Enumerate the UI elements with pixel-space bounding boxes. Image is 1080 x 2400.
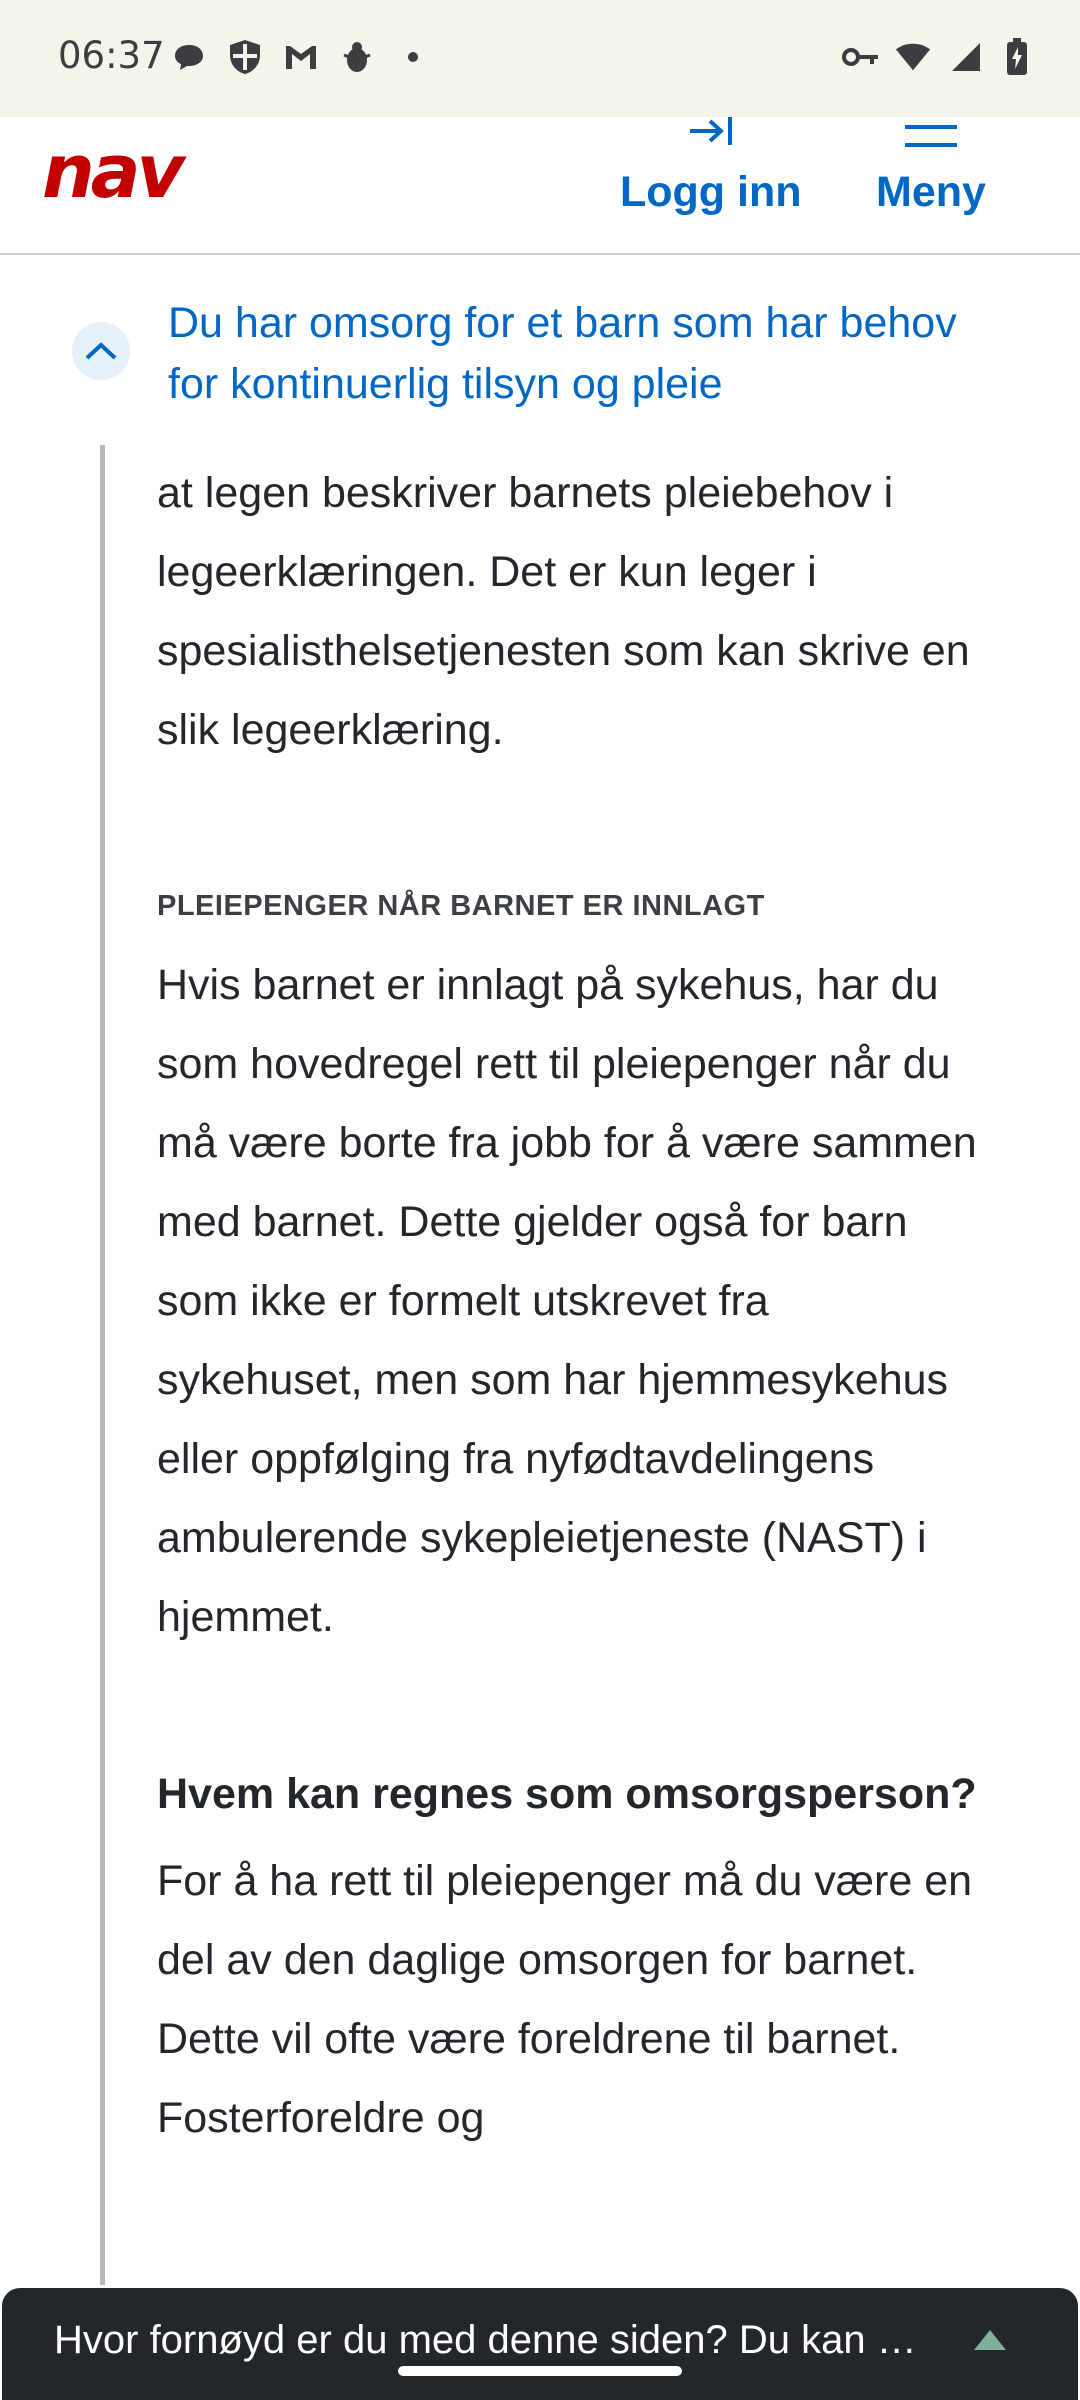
signal-icon bbox=[946, 38, 984, 76]
menu-button[interactable] bbox=[876, 117, 986, 217]
gesture-handle[interactable] bbox=[398, 2366, 682, 2376]
expand-up-icon[interactable] bbox=[972, 2328, 1008, 2357]
chevron-up-icon[interactable] bbox=[72, 322, 130, 380]
feedback-text[interactable]: Hvor fornøyd er du med denne siden? Du kan … bbox=[54, 2318, 917, 2362]
feedback-banner[interactable] bbox=[2, 2288, 1078, 2400]
battery-charging-icon bbox=[998, 38, 1036, 76]
gmail-icon bbox=[282, 38, 320, 76]
paragraph-caregiver: For å ha rett til pleiepenger må du være en del av den daglige omsorgen for barnet. Dette vil ofte være foreldrene til barnet. Fosterforeldre og bbox=[157, 1857, 973, 2142]
login-label: Logg inn bbox=[620, 168, 802, 216]
chat-icon bbox=[170, 38, 208, 76]
status-time: 06:37 bbox=[58, 34, 165, 77]
menu-label: Meny bbox=[876, 168, 986, 216]
status-bar bbox=[0, 0, 1080, 117]
login-button[interactable] bbox=[620, 117, 802, 217]
section-heading: Hvem kan regnes som omsorgsperson? bbox=[157, 1770, 977, 1818]
nav-logo[interactable]: nav bbox=[42, 129, 181, 215]
section-subtitle: PLEIEPENGER NÅR BARNET ER INNLAGT bbox=[157, 890, 765, 922]
vpn-key-icon bbox=[842, 38, 880, 76]
accordion-title[interactable]: Du har omsorg for et barn som har behov for kontinuerlig tilsyn og pleie bbox=[168, 299, 957, 408]
paragraph-hospital: Hvis barnet er innlagt på sykehus, har du som hovedregel rett til pleiepenger når du må være borte fra jobb for å være sammen med barnet. Dette gjelder også for barn som ikke er formelt utskrevet fra sykehuset, men som har hjemmesykehus eller oppfølging fra nyfødtavdelingens ambulerende sykepleietjeneste (NAST) i hjemmet. bbox=[157, 961, 977, 1641]
wifi-icon bbox=[894, 38, 932, 76]
shield-icon bbox=[226, 38, 264, 76]
dot-icon bbox=[394, 38, 432, 76]
paragraph-legeerklaering: at legen beskriver barnets pleiebehov i legeerklæringen. Det er kun leger i spesialisthelsetjenesten som kan skrive en slik legeerklæring. bbox=[157, 469, 970, 754]
site-header bbox=[0, 117, 1080, 255]
accordion-header[interactable] bbox=[0, 255, 1080, 445]
login-icon bbox=[684, 117, 738, 162]
accordion-content bbox=[100, 445, 1045, 2285]
hamburger-icon bbox=[903, 117, 959, 162]
bug-icon bbox=[338, 38, 376, 76]
